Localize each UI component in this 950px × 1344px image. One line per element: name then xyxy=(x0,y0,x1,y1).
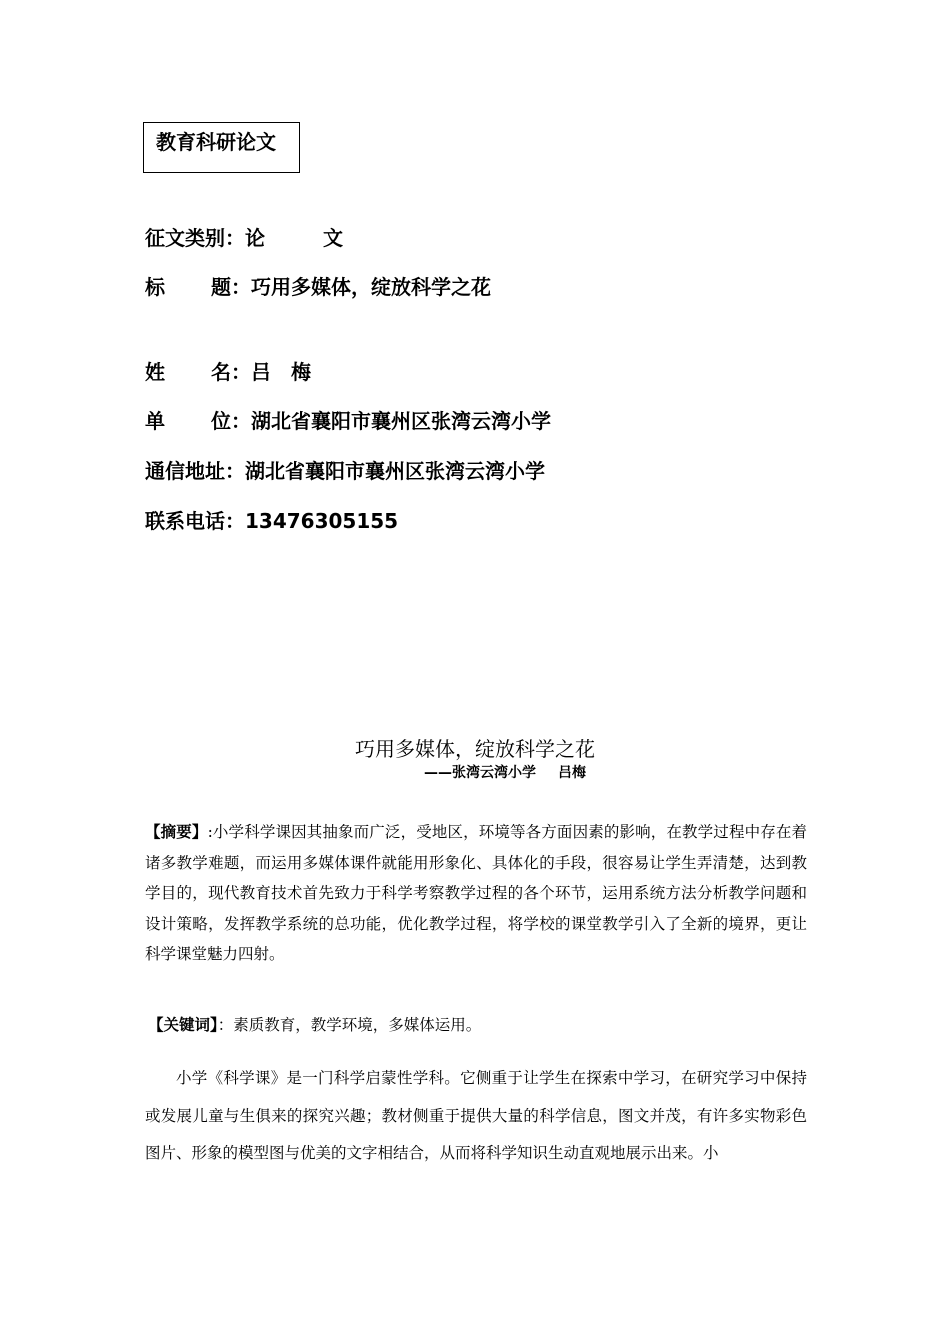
field-value: 13476305155 xyxy=(245,509,399,533)
field-address: 通信地址：湖北省襄阳市襄州区张湾云湾小学 xyxy=(145,459,545,483)
category-label: 教育科研论文 xyxy=(156,130,276,154)
field-value: 文 xyxy=(323,226,343,250)
field-label: 题 xyxy=(211,275,231,299)
field-label: 标 xyxy=(145,275,165,299)
keywords-label: 【关键词】 xyxy=(148,1016,218,1034)
field-value: 湖北省襄阳市襄州区张湾云湾小学 xyxy=(251,409,551,433)
category-box xyxy=(143,122,300,173)
field-label: 征文类别 xyxy=(145,226,225,250)
field-label: 位 xyxy=(211,409,231,433)
keywords-text: ：素质教育，教学环境，多媒体运用。 xyxy=(217,1016,482,1034)
field-value: 梅 xyxy=(291,360,311,384)
field-value: 吕 xyxy=(251,360,271,384)
field-label: 通信地址 xyxy=(145,459,225,483)
field-unit: 单 位：湖北省襄阳市襄州区张湾云湾小学 xyxy=(145,409,551,433)
field-value: 论 xyxy=(245,226,265,250)
field-name: 姓 名：吕 梅 xyxy=(145,360,311,384)
field-label: 单 xyxy=(145,409,165,433)
paper-author: ——张湾云湾小学 吕梅 xyxy=(424,765,586,781)
body-paragraph: 小学《科学课》是一门科学启蒙性学科。它侧重于让学生在探索中学习，在研究学习中保持或发展儿童与生俱来的探究兴趣；教材侧重于提供大量的科学信息，图文并茂，有许多实物彩色图片、形象的模型图与优美的文字相结合，从而将科学知识生动直观地展示出来。小 xyxy=(145,1069,807,1162)
field-value: 巧用多媒体，绽放科学之花 xyxy=(251,275,491,299)
field-label: 联系电话 xyxy=(145,509,225,533)
abstract-text: :小学科学课因其抽象而广泛，受地区，环境等各方面因素的影响，在教学过程中存在着诸多教学难题，而运用多媒体课件就能用形象化、具体化的手段，很容易让学生弄清楚，达到教学目的，现代教育技术首先致力于科学考察教学过程的各个环节，运用系统方法分析教学问题和设计策略，发挥教学系统的总功能，优化教学过程，将学校的课堂教学引入了全新的境界，更让科学课堂魅力四射。 xyxy=(145,823,807,963)
abstract xyxy=(145,817,807,970)
field-essay-type: 征文类别：论 文 xyxy=(145,226,343,250)
field-title: 标 题：巧用多媒体，绽放科学之花 xyxy=(145,275,491,299)
field-label: 名 xyxy=(211,360,231,384)
keywords xyxy=(148,1013,810,1037)
field-label: 姓 xyxy=(145,360,165,384)
paper-title: 巧用多媒体，绽放科学之花 xyxy=(355,737,595,761)
abstract-label: 【摘要】 xyxy=(145,823,208,841)
field-value: 湖北省襄阳市襄州区张湾云湾小学 xyxy=(245,459,545,483)
field-phone: 联系电话：13476305155 xyxy=(145,509,399,533)
